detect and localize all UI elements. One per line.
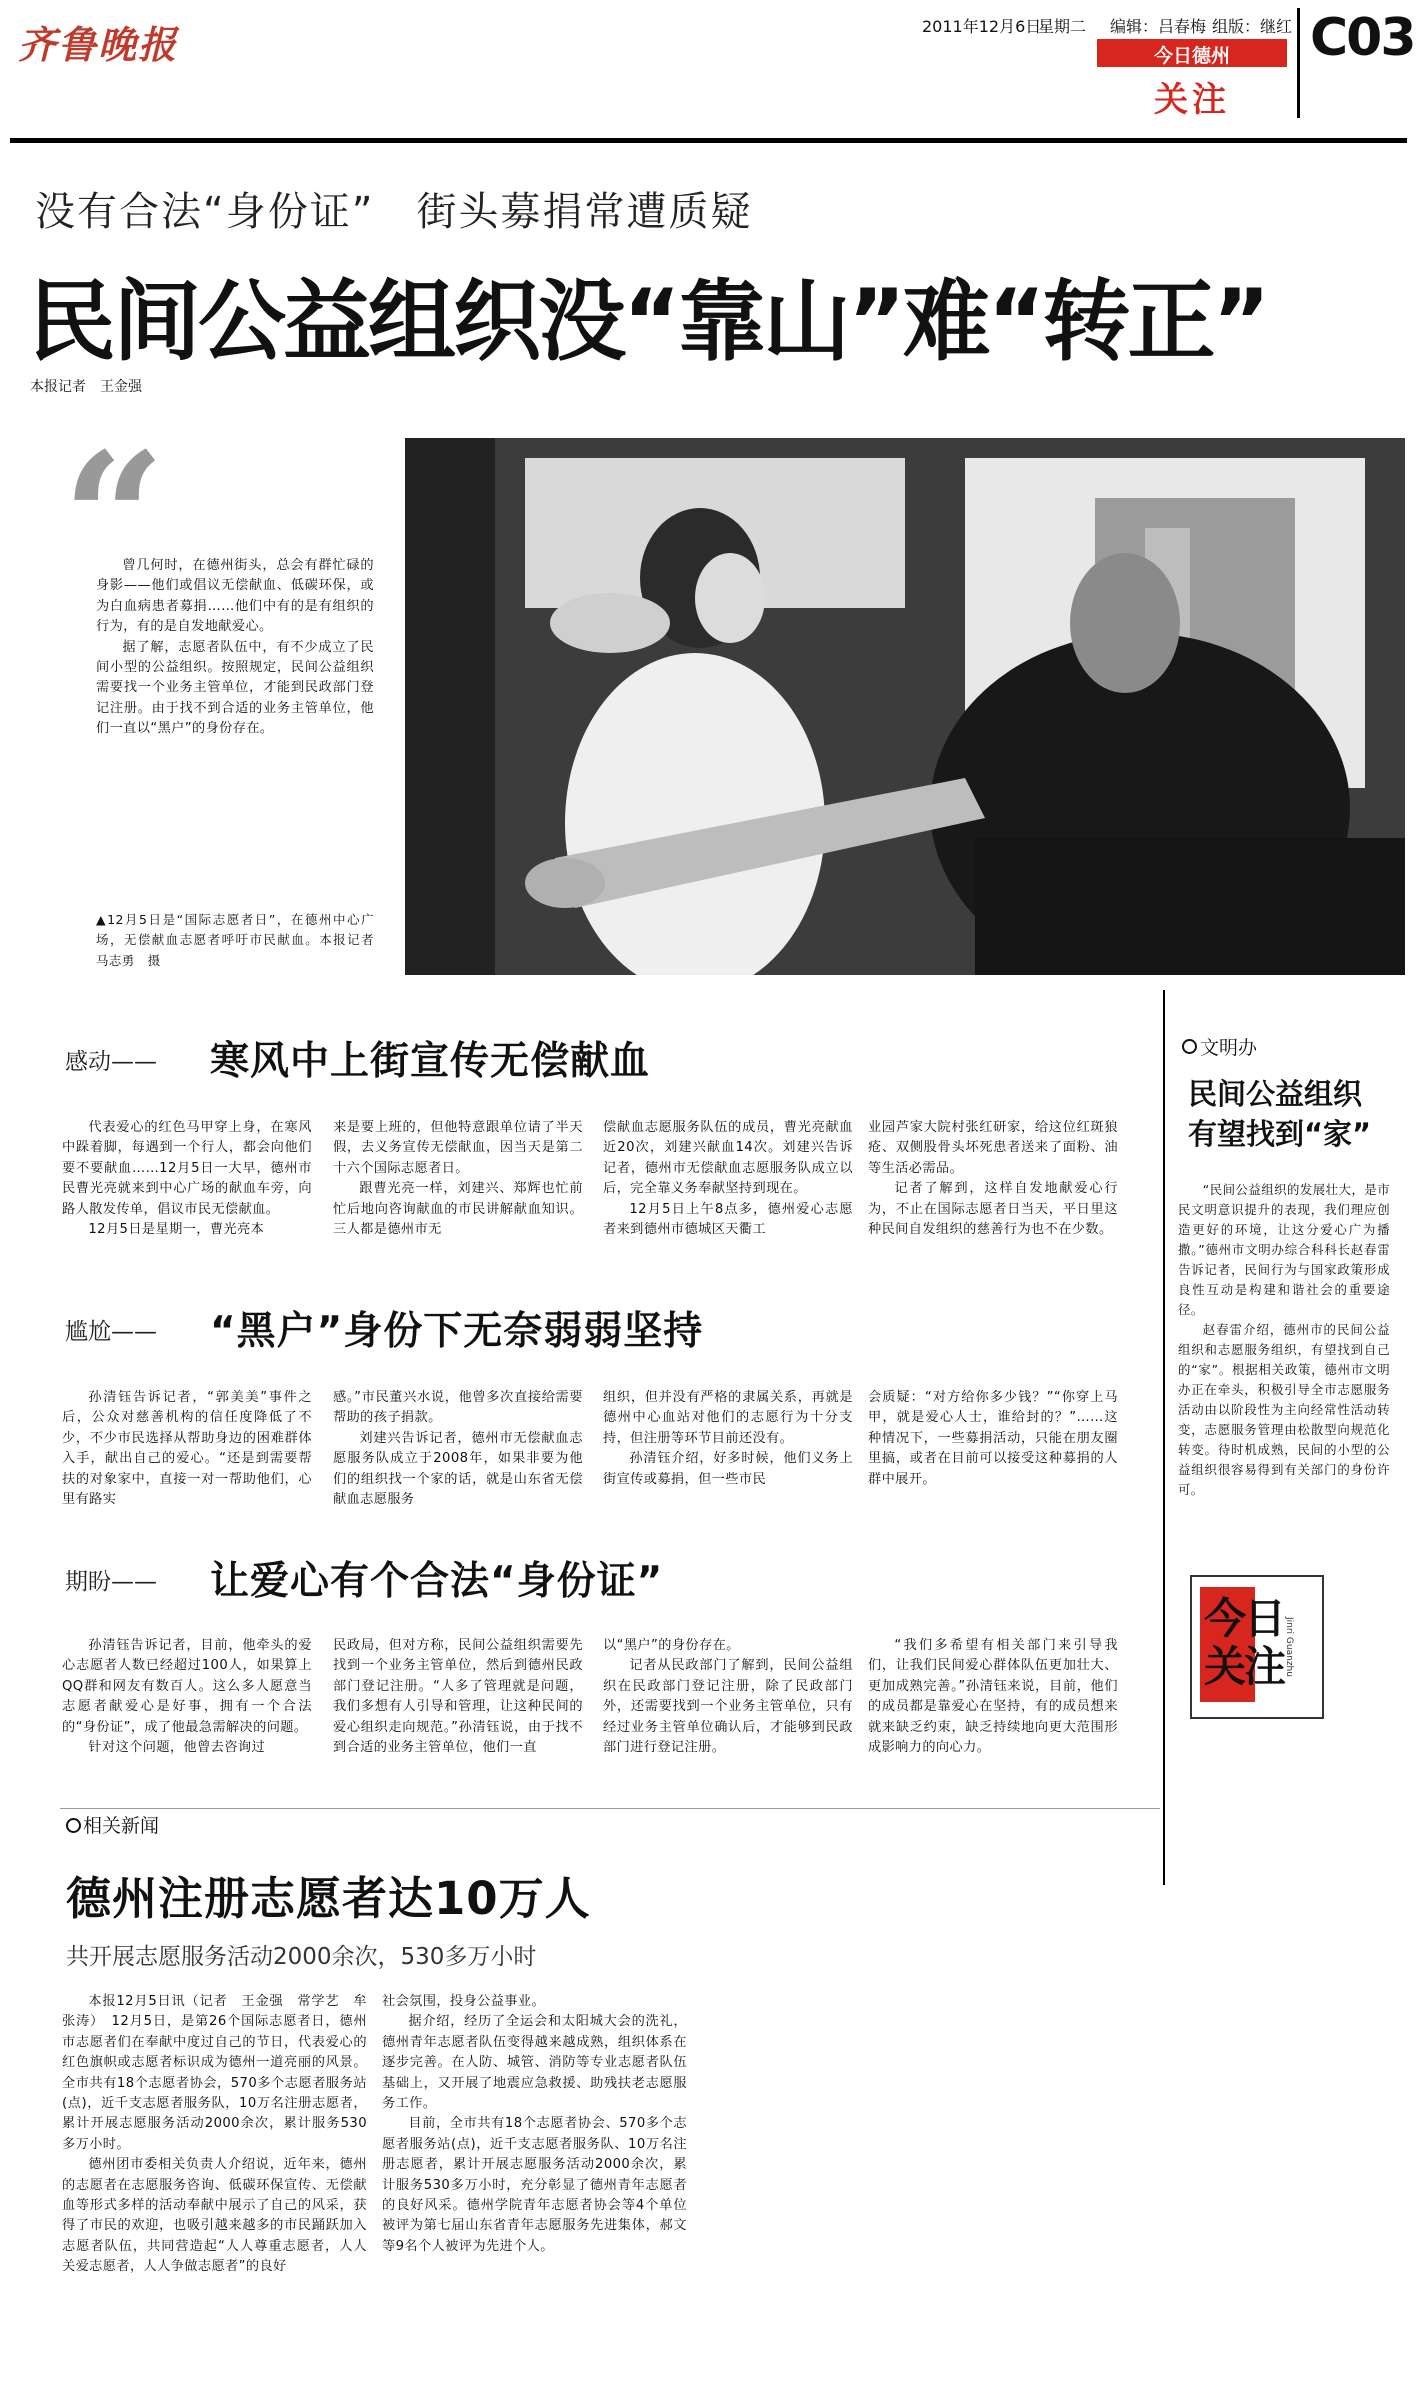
issue-date: 2011年12月6日 — [922, 17, 1042, 36]
intro-paragraph: 据了解，志愿者队伍中，有不少成立了民间小型的公益组织。按照规定，民间公益组织需要找一个业务主管单位，才能到民政部门登记注册。由于找不到合适的业务主管单位，他们一直以“黑户”的身份存在。 — [96, 639, 374, 737]
related-title: 德州注册志愿者达10万人 — [66, 1872, 591, 1925]
logo-text: 今日关注 — [1204, 1594, 1285, 1691]
intro-text — [96, 556, 374, 740]
quote-mark: “ — [62, 414, 166, 625]
photo-caption: ▲12月5日是“国际志愿者日”，在德州中心广场，无偿献血志愿者呼吁市民献血。本报记者 马志勇 摄 — [96, 912, 387, 968]
newspaper-logo: 齐鲁晚报 — [18, 22, 179, 67]
article-column: 代表爱心的红色马甲穿上身，在寒风中跺着脚，每遇到一个行人，都会向他们要不要献血……12月5日一大早，德州市民曹光亮就来到中心广场的献血车旁，向路人散发传单，倡议市民无偿献血。 12月5日是星期一，曹光亮本 — [62, 1120, 312, 1238]
article-column: 感。”市民董兴水说，他曾多次直接给需要帮助的孩子捐款。 刘建兴告诉记者，德州市无偿献血志愿服务队成立于2008年，如果非要为他们的组织找一个家的话，就是山东省无偿献血志愿服务 — [333, 1390, 583, 1508]
sidebar-rule — [1163, 990, 1165, 1885]
issue-weekday: 星期二 — [1038, 17, 1087, 36]
headline-title: 民间公益组织没“靠山”难“转正” — [28, 270, 1268, 373]
related-subtitle: 共开展志愿服务活动2000余次，530多万小时 — [66, 1944, 537, 1970]
section-title: “黑户”身份下无奈弱弱坚持 — [210, 1309, 704, 1354]
article-column: 孙清钰告诉记者，“郭美美”事件之后，公众对慈善机构的信任度降低了不少，不少市民选择从帮助身边的困难群体入手，献出自己的爱心。“还是到需要帮扶的对象家中，直接一对一帮助他们，心里有路实 — [62, 1390, 312, 1508]
article-column: 组织，但并没有严格的隶属关系，再就是德州中心血站对他们的志愿行为十分支持，但注册等环节目前还没有。 孙清钰介绍，好多时候，他们义务上街宣传或募捐，但一些市民 — [603, 1390, 853, 1487]
section-title: 让爱心有个合法“身份证” — [210, 1559, 664, 1604]
editor-credit: 编辑：吕春梅 — [1110, 17, 1207, 36]
article-column: “我们多希望有相关部门来引导我们，让我们民间爱心群体队伍更加壮大、更加成熟完善。”孙清钰来说，目前，他们的成员都是靠爱心在坚持，有的成员想来就来缺乏约束，缺乏持续地向更大范围形成影响力的向心力。 — [868, 1638, 1118, 1756]
article-column: 来是要上班的，但他特意跟单位请了半天假，去义务宣传无偿献血，因当天是第二十六个国际志愿者日。 跟曹光亮一样，刘建兴、郑辉也忙前忙后地向咨询献血的市民讲解献血知识。三人都是德州市无 — [333, 1120, 583, 1238]
section-label: 期盼—— — [65, 1569, 157, 1595]
related-column: 本报12月5日讯（记者 王金强 常学艺 牟张涛） 12月5日，是第26个国际志愿者日，德州市志愿者们在奉献中度过自己的节日，代表爱心的红色旗帜或志愿者标识成为德州一道亮丽的风景。全市共有18个志愿者协会，570多个志愿者服务站(点)，近千支志愿者服务队，10万名注册志愿者，累计开展志愿服务活动2000余次，累计服务530多万小时。 德州团市委相关负责人介绍说，近年来，德州的志愿者在志愿服务咨询、低碳环保宣传、无偿献血等形式多样的活动奉献中展示了自己的风采，获得了市民的欢迎，也吸引越来越多的市民踊跃加入志愿者队伍，共同营造起“人人尊重志愿者，人人关爱志愿者，人人争做志愿者”的良好 — [62, 1994, 367, 2275]
byline: 本报记者 王金强 — [30, 379, 142, 395]
masthead-divider — [1297, 8, 1300, 118]
sidebar-tag-dot — [1182, 1039, 1197, 1054]
related-tag-dot — [66, 1818, 81, 1833]
related-column: 社会氛围，投身公益事业。 据介绍，经历了全运会和太阳城大会的洗礼，德州青年志愿者队伍变得越来越成熟，组织体系在逐步完善。在人防、城管、消防等专业志愿者队伍基础上，又开展了地震应急救援、助残扶老志愿服务工作。 目前，全市共有18个志愿者协会、570多个志愿者服务站(点)，近千支志愿者服务队、10万名注册志愿者，累计开展志愿服务活动2000余次，累计服务530多万小时，充分彰显了德州青年志愿者的良好风采。德州学院青年志愿者协会等4个单位被评为第七届山东省青年志愿服务先进集体，郝文等9名个人被评为先进个人。 — [382, 1994, 687, 2254]
article-column: 以“黑户”的身份存在。 记者从民政部门了解到，民间公益组织在民政部门登记注册，除了民政部门外，还需要找到一个业务主管单位，只有经过业务主管单位确认后，才能够到民政部门进行登记注册。 — [603, 1638, 853, 1756]
logo-small-text: Jinri Guanzhu — [1284, 1617, 1294, 1677]
section-label: 感动—— — [65, 1049, 157, 1075]
top-rule — [10, 138, 1407, 143]
section-title: 寒风中上街宣传无偿献血 — [210, 1039, 651, 1084]
article-column: 业园芦家大院村张红研家，给这位红斑狼疮、双侧股骨头坏死患者送来了面粉、油等生活必需品。 记者了解到，这样自发地献爱心行为，不止在国际志愿者日当天，平日里这种民间自发组织的慈善行为也不在少数。 — [868, 1120, 1118, 1238]
sidebar-title-1: 民间公益组织 — [1188, 1077, 1363, 1111]
headline-kicker: 没有合法“身份证” 街头募捐常遭质疑 — [35, 189, 753, 235]
intro-paragraph: 曾几何时，在德州街头，总会有群忙碌的身影——他们或倡议无偿献血、低碳环保，或为白血病患者募捐……他们中有的是有组织的行为，有的是自发地献爱心。 — [96, 558, 374, 635]
section-name: 今日德州 — [1153, 45, 1230, 67]
news-photo — [405, 438, 1405, 975]
article-column: 偿献血志愿服务队伍的成员，曹光亮献血近20次，刘建兴献血14次。刘建兴告诉记者，德州市无偿献血志愿服务队成立以后，完全靠义务奉献坚持到现在。 12月5日上午8点多，德州爱心志愿者来到德州市德城区天衢工 — [603, 1120, 853, 1238]
layout-credit: 组版：继红 — [1212, 17, 1293, 36]
subsection-name: 关注 — [1154, 80, 1230, 120]
article-column: 孙清钰告诉记者，目前，他牵头的爱心志愿者人数已经超过100人，如果算上QQ群和网友有数百人。这么多人愿意当志愿者献爱心是好事，拥有一个合法的“身份证”，成了他最急需解决的问题。 针对这个问题，他曾去咨询过 — [62, 1638, 312, 1756]
section-label: 尴尬—— — [65, 1319, 157, 1345]
page-number: C03 — [1310, 8, 1415, 68]
sidebar-tag: 文明办 — [1200, 1037, 1258, 1059]
related-tag: 相关新闻 — [83, 1815, 160, 1837]
article-column: 会质疑：“对方给你多少钱？”“你穿上马甲，就是爱心人士，谁给封的？”……这种情况下，一些募捐活动，只能在朋友圈里搞，或者在目前可以接受这种募捐的人群中展开。 — [868, 1390, 1118, 1487]
sidebar-title-2: 有望找到“家” — [1188, 1117, 1372, 1151]
article-column: 民政局，但对方称，民间公益组织需要先找到一个业务主管单位，然后到德州民政部门登记注册。“人多了管理就是问题，我们多想有人引导和管理，让这种民间的爱心组织走向规范。”孙清钰说，由于找不到合适的业务主管单位，他们一直 — [333, 1638, 583, 1756]
sidebar-text: “民间公益组织的发展壮大，是市民文明意识提升的表现，我们理应创造更好的环境，让这分爱心广为播撒。”德州市文明办综合科科长赵春雷告诉记者，民间行为与国家政策形成良性互动是构建和谐社会的重要途径。 赵春雷介绍，德州市的民间公益组织和志愿服务组织，有望找到自己的“家”。根据相关政策，德州市文明办正在牵头，积极引导全市志愿服务活动由以阶段性为主向经常性活动转变，志愿服务管理由松散型向规范化转变。待时机成熟，民间的小型的公益组织很容易得到有关部门的身份许可。 — [1178, 1182, 1390, 1497]
related-rule — [60, 1808, 1160, 1809]
blood-donation-photo — [405, 438, 1405, 975]
jinri-guanzhu-logo — [1190, 1575, 1324, 1719]
